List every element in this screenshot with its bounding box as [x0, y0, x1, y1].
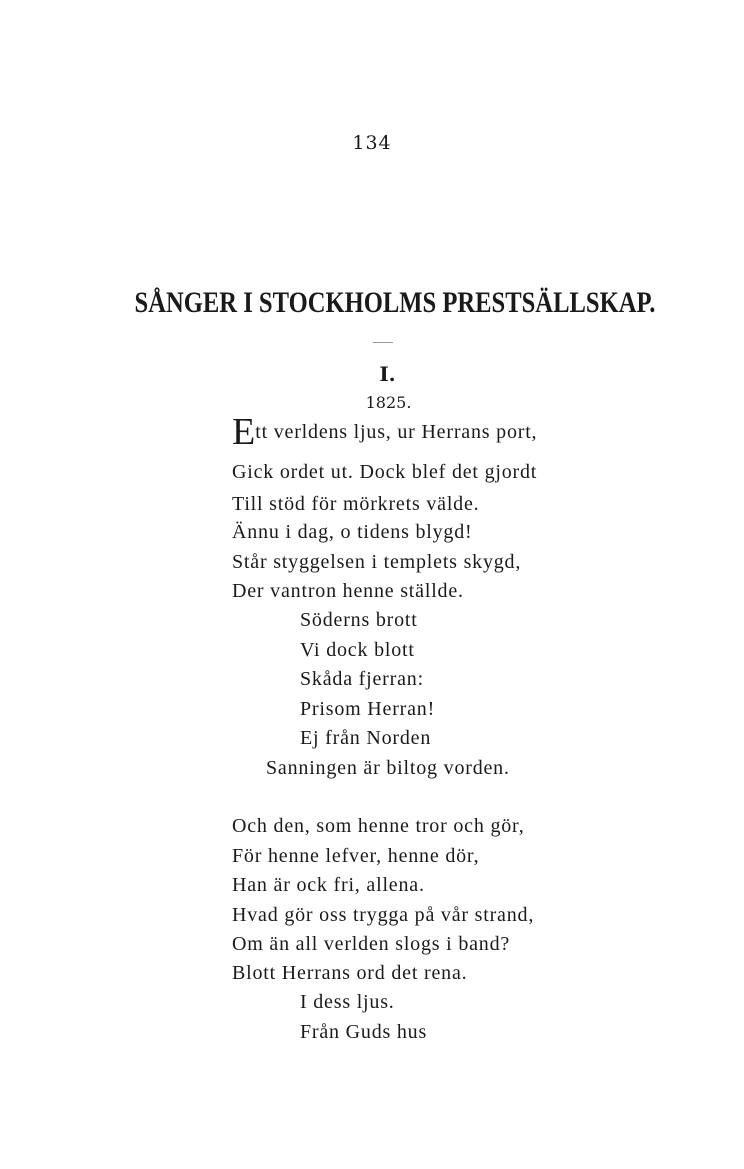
poem-line: Han är ock fri, allena.	[232, 874, 425, 896]
section-numeral: I.	[379, 362, 396, 386]
poem-line: Blott Herrans ord det rena.	[232, 962, 468, 984]
poem-line: Gick ordet ut. Dock blef det gjordt	[232, 461, 538, 483]
poem-line: I dess ljus.	[300, 991, 395, 1013]
poem-line: Vi dock blott	[300, 639, 415, 661]
poem-line: Till stöd för mörkrets välde.	[232, 493, 480, 515]
poem-line: Söderns brott	[300, 609, 418, 631]
poem-line: Ej från Norden	[300, 727, 432, 749]
poem-line: Prisom Herran!	[300, 698, 436, 720]
poem-line: Om än all verlden slogs i band?	[232, 933, 511, 955]
title-rule	[373, 342, 393, 343]
poem-line: Och den, som henne tror och gör,	[232, 815, 525, 837]
poem-line: Der vantron henne ställde.	[232, 580, 464, 602]
poem-line-text: tt verldens ljus, ur Herrans port,	[255, 421, 538, 443]
poem-line: Från Guds hus	[300, 1021, 428, 1043]
poem-line: Sanningen är biltog vorden.	[266, 757, 510, 779]
poem-line: Hvad gör oss trygga på vår strand,	[232, 904, 535, 926]
drop-cap: E	[232, 411, 256, 453]
poem-line: Står styggelsen i templets skygd,	[232, 551, 522, 573]
section-year: 1825.	[365, 393, 412, 412]
page-title: SÅNGER I STOCKHOLMS PRESTSÄLLSKAP.	[134, 286, 656, 319]
poem-line	[232, 411, 538, 453]
poem-line: För henne lefver, henne dör,	[232, 845, 480, 867]
poem-line: Skåda fjerran:	[300, 668, 424, 690]
page-number: 134	[352, 132, 392, 154]
poem-line: Ännu i dag, o tidens blygd!	[232, 521, 473, 543]
